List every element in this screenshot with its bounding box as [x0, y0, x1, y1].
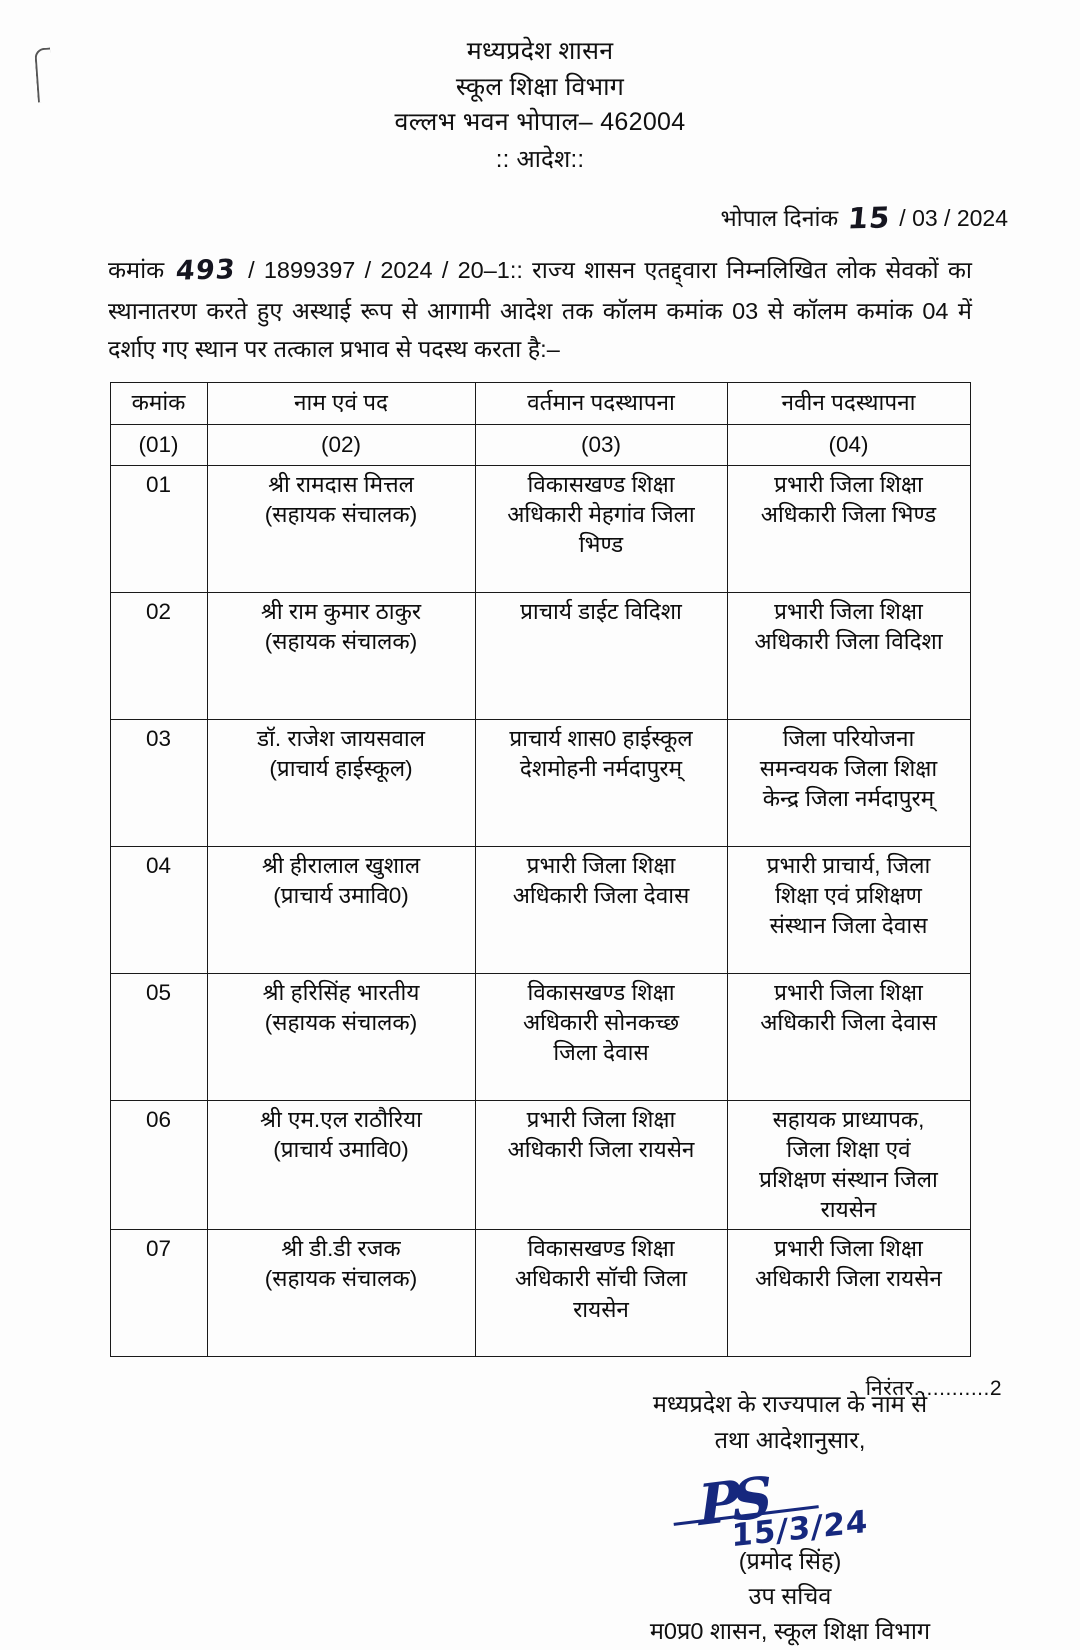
cell-new-posting — [727, 846, 970, 973]
cell-new-posting-line: अधिकारी जिला देवास — [760, 1009, 937, 1035]
signatory-department: म0प्र0 शासन, स्कूल शिक्षा विभाग — [649, 1618, 931, 1645]
cell-serial-number: 06 — [110, 1100, 207, 1230]
cell-current-posting-line: प्रभारी जिला शिक्षा — [526, 1106, 676, 1132]
cell-name-and-post — [207, 1100, 475, 1230]
signatory-designation: उप सचिव — [748, 1583, 832, 1610]
cell-current-posting — [475, 1230, 727, 1357]
cell-current-posting — [475, 973, 727, 1100]
cell-serial-number: 05 — [110, 973, 207, 1100]
dateline-day-handwritten: 15 — [845, 200, 892, 236]
cell-name-and-post-line: (प्राचार्य हाईस्कूल) — [269, 755, 413, 781]
column-header-new-posting: नवीन पदस्थापना — [727, 383, 970, 424]
cell-name-and-post-line: (सहायक संचालक) — [264, 501, 418, 527]
cell-serial-number: 04 — [110, 846, 207, 973]
cell-new-posting — [727, 1230, 970, 1357]
cell-new-posting — [727, 973, 970, 1100]
cell-name-and-post — [207, 973, 475, 1100]
closing-line-governor: मध्यप्रदेश के राज्यपाल के नाम से — [652, 1391, 928, 1418]
table-row — [110, 592, 970, 719]
cell-new-posting-line: अधिकारी जिला विदिशा — [754, 628, 943, 654]
cell-new-posting — [727, 592, 970, 719]
cell-name-and-post-line: (प्राचार्य उमावि0) — [273, 1136, 409, 1162]
cell-new-posting-line: प्रशिक्षण संस्थान जिला — [759, 1167, 938, 1192]
cell-new-posting-line: संस्थान जिला देवास — [769, 913, 928, 938]
signature-date: 15/3/24 — [731, 1503, 868, 1555]
dateline — [0, 201, 1080, 235]
column-number-02: (02) — [207, 424, 475, 465]
cell-name-and-post-line: डॉ. राजेश जायसवाल — [256, 725, 426, 751]
handwritten-signature — [698, 1460, 868, 1553]
table-row — [110, 973, 970, 1100]
cell-name-and-post-line: श्री एम.एल राठौरिया — [260, 1106, 422, 1132]
page-continuation-note: निरंतर............2 — [865, 1377, 1002, 1400]
cell-current-posting-line: जिला देवास — [553, 1040, 649, 1065]
dateline-sep2: / — [944, 204, 951, 231]
cell-new-posting — [727, 1100, 970, 1230]
dateline-prefix: भोपाल दिनांक — [720, 204, 839, 231]
cell-current-posting-line: अधिकारी मेहगांव जिला — [507, 501, 695, 527]
table-column-number-row — [110, 424, 970, 465]
cell-current-posting-line: विकासखण्ड शिक्षा — [527, 471, 675, 497]
cell-current-posting — [475, 719, 727, 846]
cell-new-posting — [727, 465, 970, 592]
cell-serial-number: 01 — [110, 465, 207, 592]
cell-new-posting-line: सहायक प्राध्यापक, — [772, 1106, 925, 1132]
cell-name-and-post-line: श्री हरिसिंह भारतीय — [262, 979, 420, 1005]
signatory-name: (प्रमोद सिंह) — [738, 1547, 842, 1574]
document-header — [0, 0, 1080, 177]
cell-name-and-post — [207, 592, 475, 719]
cell-name-and-post-line: श्री डी.डी रजक — [281, 1236, 401, 1262]
signature-area — [500, 1458, 1080, 1555]
cell-current-posting-line: प्राचार्य डाईट विदिशा — [520, 598, 682, 624]
column-header-serial: कमांक — [110, 383, 207, 424]
cell-new-posting — [727, 719, 970, 846]
cell-serial-number: 07 — [110, 1230, 207, 1357]
cell-new-posting-line: जिला परियोजना — [782, 725, 915, 751]
header-line-order-label: :: आदेश:: — [495, 145, 585, 173]
column-header-current-posting: वर्तमान पदस्थापना — [475, 383, 727, 424]
dateline-sep1: / — [899, 204, 906, 231]
cell-new-posting-line: केन्द्र जिला नर्मदापुरम् — [762, 786, 935, 811]
cell-name-and-post-line: (सहायक संचालक) — [264, 1266, 418, 1292]
cell-current-posting-line: अधिकारी जिला रायसेन — [507, 1136, 695, 1162]
cell-current-posting-line: रायसेन — [573, 1296, 629, 1322]
cell-current-posting-line: विकासखण्ड शिक्षा — [527, 979, 675, 1005]
cell-new-posting-line: प्रभारी जिला शिक्षा — [774, 1236, 923, 1262]
order-number-label: कमांक — [108, 256, 165, 283]
order-number-rest: / 1899397 / 2024 / 20–1:: — [248, 256, 523, 283]
cell-name-and-post — [207, 1230, 475, 1357]
cell-name-and-post — [207, 465, 475, 592]
header-line-address: वल्लभ भवन भोपाल– 462004 — [394, 108, 686, 136]
cell-new-posting-line: प्रभारी जिला शिक्षा — [774, 471, 923, 497]
dateline-year: 2024 — [956, 204, 1008, 231]
table-header-row — [110, 383, 970, 424]
cell-current-posting-line: प्राचार्य शास0 हाईस्कूल — [509, 725, 693, 751]
cell-name-and-post-line: (सहायक संचालक) — [264, 1009, 418, 1035]
dateline-month: 03 — [912, 204, 938, 231]
cell-name-and-post-line: श्री हीरालाल खुशाल — [261, 852, 421, 878]
cell-name-and-post-line: (सहायक संचालक) — [264, 628, 418, 654]
cell-current-posting-line: अधिकारी जिला देवास — [512, 882, 690, 908]
cell-name-and-post-line: श्री रामदास मित्तल — [268, 471, 414, 497]
cell-current-posting-line: प्रभारी जिला शिक्षा — [526, 852, 676, 878]
table-row — [110, 465, 970, 592]
cell-current-posting-line: अधिकारी सॉची जिला — [514, 1266, 688, 1292]
table-row — [110, 846, 970, 973]
closing-line-by-order: तथा आदेशानुसार, — [714, 1426, 866, 1453]
table-row — [110, 1100, 970, 1230]
closing-block — [0, 1387, 1080, 1649]
column-number-03: (03) — [475, 424, 727, 465]
cell-current-posting-line: अधिकारी सोनकच्छ — [522, 1009, 680, 1035]
cell-current-posting — [475, 592, 727, 719]
order-body-paragraph — [108, 249, 972, 369]
cell-name-and-post — [207, 846, 475, 973]
column-header-name-post: नाम एवं पद — [207, 383, 475, 424]
cell-serial-number: 03 — [110, 719, 207, 846]
cell-new-posting-line: प्रभारी प्राचार्य, जिला — [766, 852, 931, 878]
order-number-handwritten: 493 — [174, 253, 238, 287]
column-number-04: (04) — [727, 424, 970, 465]
order-body-text: राज्य शासन एतद्द्वारा निम्नलिखित लोक सेवकों का स्थानातरण करते हुए अस्थाई रूप से आगामी आदेश तक कॉलम कमांक 03 से कॉलम कमांक 04 में दर्शाए गए स्थान पर तत्काल प्रभाव से पदस्थ करता है:– — [108, 256, 972, 363]
cell-new-posting-line: अधिकारी जिला भिण्ड — [760, 501, 937, 527]
cell-new-posting-line: शिक्षा एवं प्रशिक्षण — [775, 882, 922, 908]
column-number-01: (01) — [110, 424, 207, 465]
cell-current-posting — [475, 1100, 727, 1230]
cell-name-and-post — [207, 719, 475, 846]
table-row — [110, 1230, 970, 1357]
cell-current-posting-line: भिण्ड — [578, 532, 624, 557]
cell-new-posting-line: अधिकारी जिला रायसेन — [755, 1266, 942, 1292]
transfer-order-table — [110, 382, 971, 1357]
cell-current-posting — [475, 846, 727, 973]
cell-new-posting-line: समन्वयक जिला शिक्षा — [759, 755, 938, 781]
cell-new-posting-line: प्रभारी जिला शिक्षा — [774, 598, 923, 624]
cell-new-posting-line: प्रभारी जिला शिक्षा — [774, 979, 923, 1005]
cell-new-posting-line: जिला शिक्षा एवं — [786, 1136, 911, 1162]
cell-current-posting-line: विकासखण्ड शिक्षा — [527, 1236, 675, 1262]
table-row — [110, 719, 970, 846]
table-body — [110, 465, 970, 1357]
cell-name-and-post-line: श्री राम कुमार ठाकुर — [260, 598, 422, 624]
cell-current-posting-line: देशमोहनी नर्मदापुरम् — [519, 755, 683, 781]
signature-glyph: PS — [696, 1464, 767, 1539]
header-line-department: स्कूल शिक्षा विभाग — [455, 72, 625, 101]
header-line-government: मध्यप्रदेश शासन — [466, 37, 614, 65]
cell-name-and-post-line: (प्राचार्य उमावि0) — [273, 882, 409, 908]
cell-current-posting — [475, 465, 727, 592]
cell-new-posting-line: रायसेन — [820, 1197, 877, 1223]
cell-serial-number: 02 — [110, 592, 207, 719]
